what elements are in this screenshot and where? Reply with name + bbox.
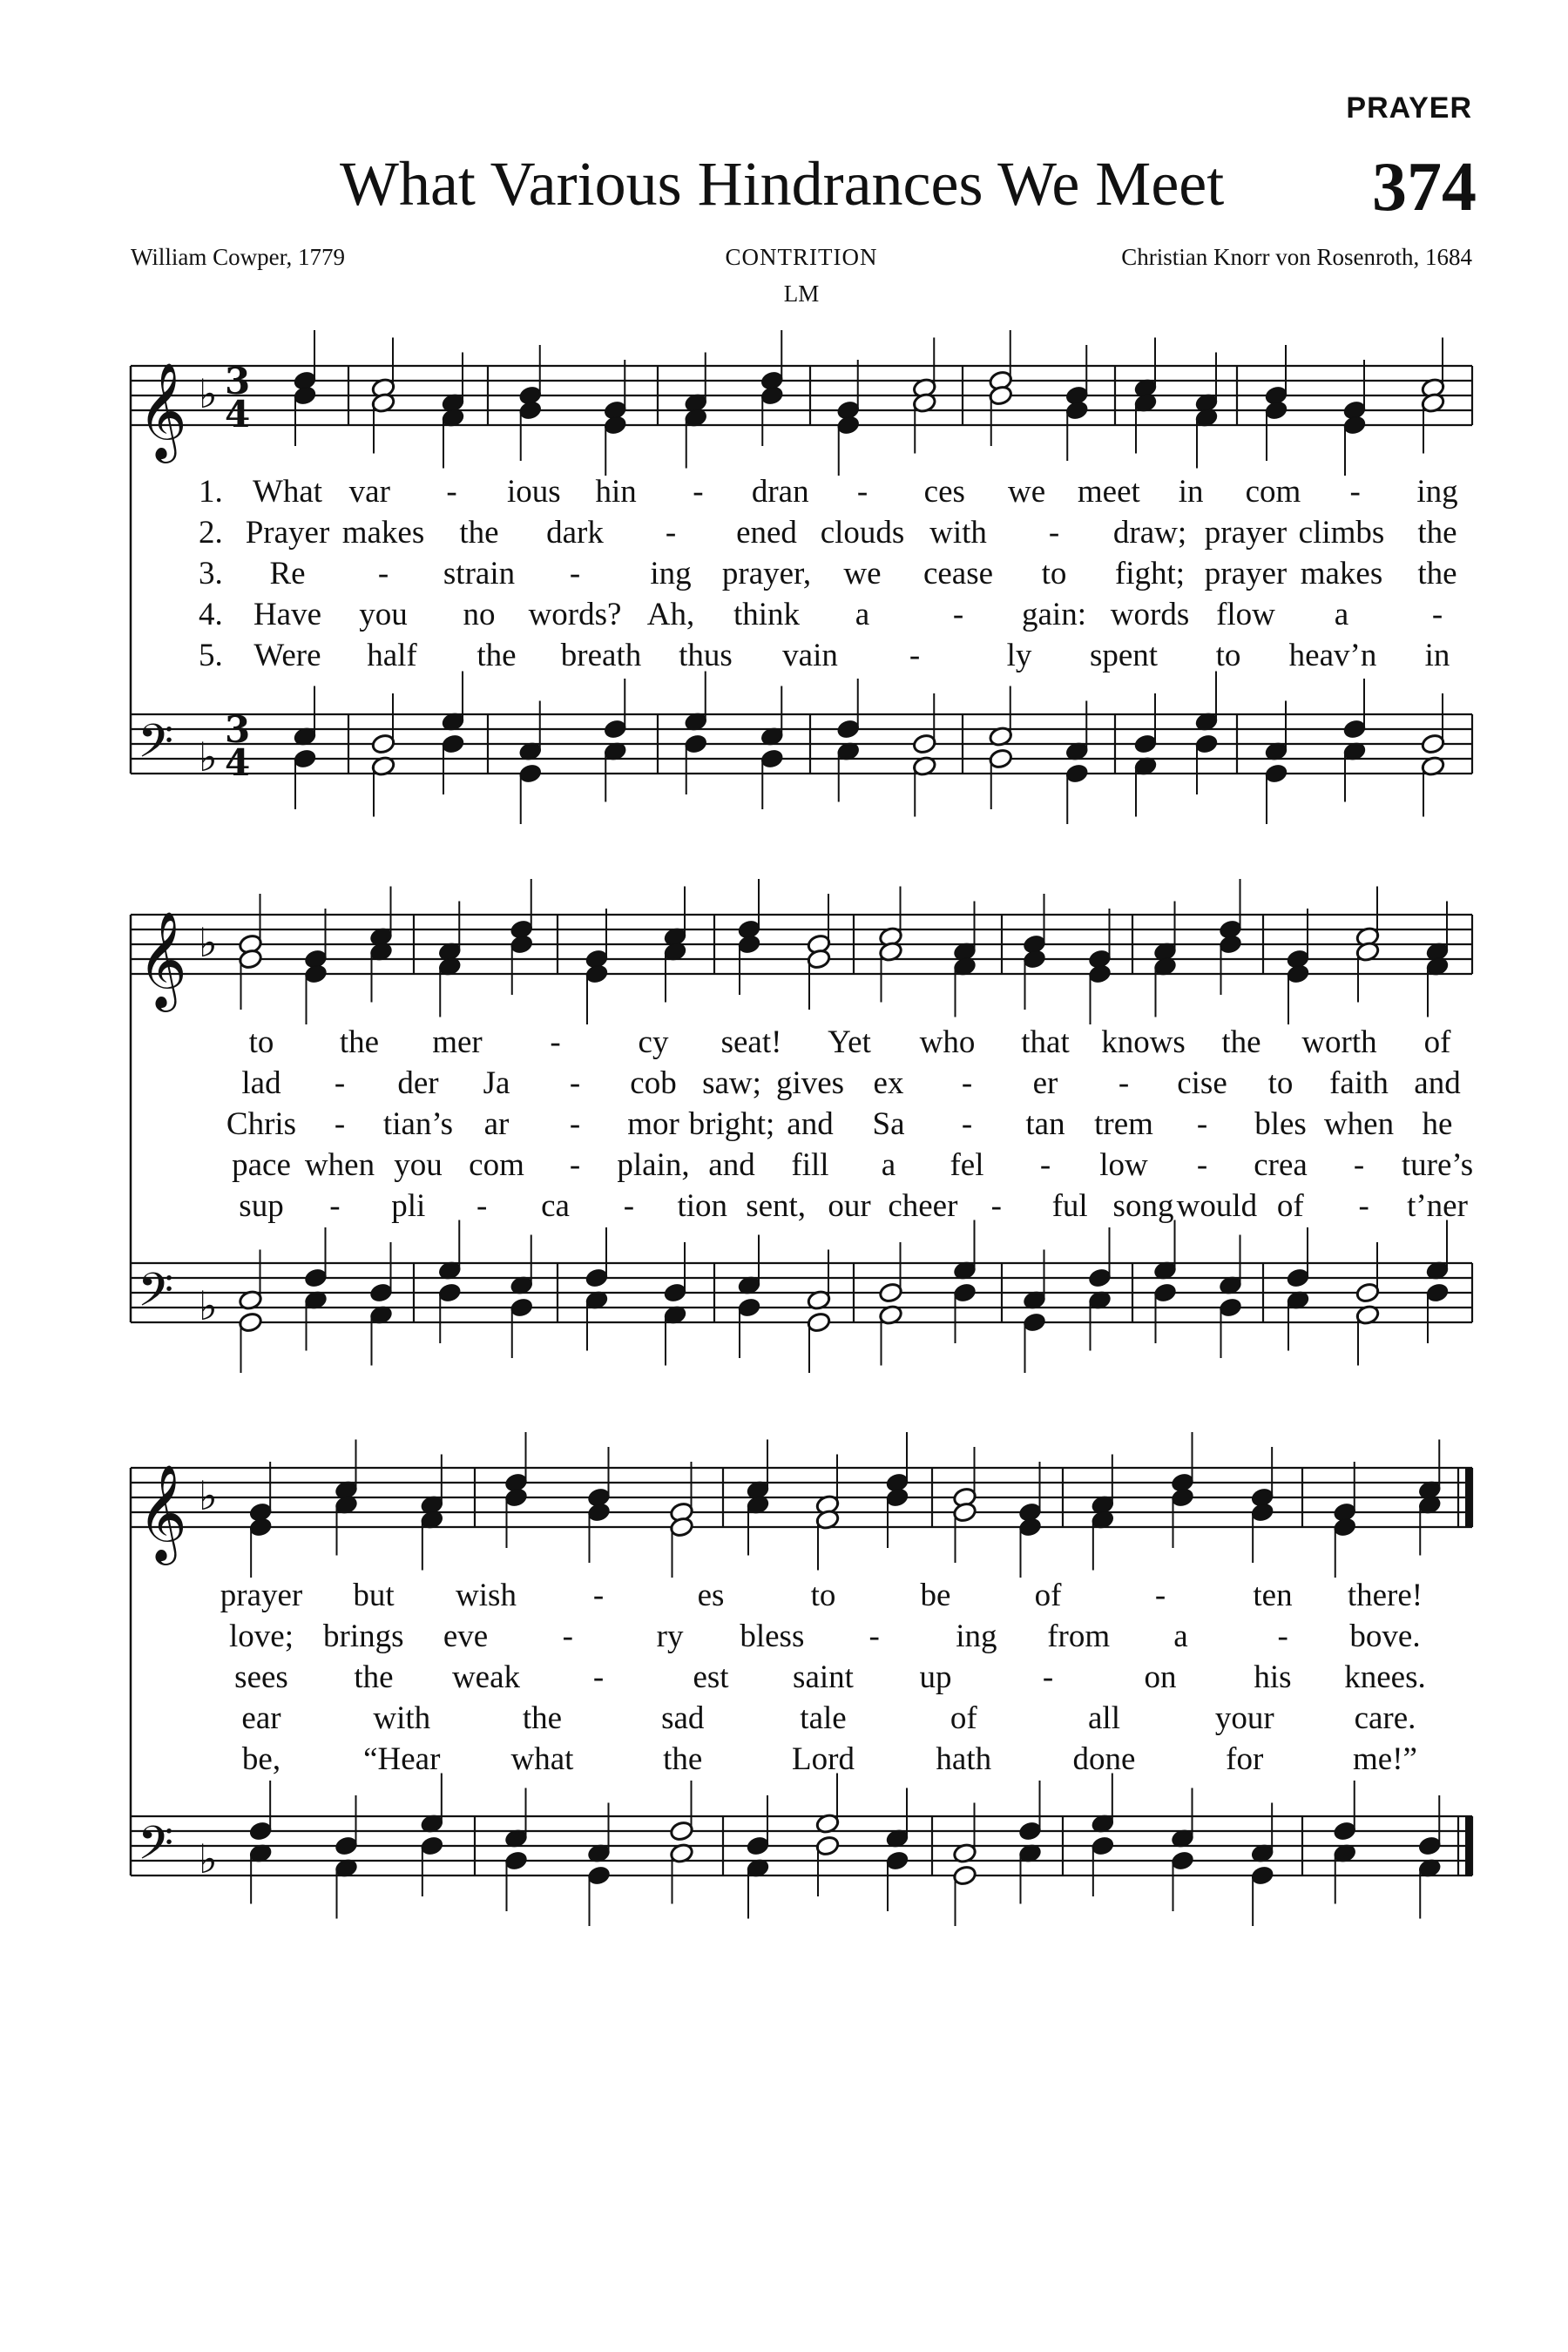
lyric-syllable: prayer	[220, 1578, 303, 1613]
lyric-syllable: -	[1048, 515, 1060, 551]
lyric-syllable: fel	[950, 1147, 984, 1183]
key-signature-flat-icon: ♭	[199, 1472, 218, 1519]
lyric-syllable: song	[1112, 1188, 1174, 1224]
lyric-syllable: bless	[740, 1619, 805, 1654]
lyric-syllable: var	[348, 474, 390, 510]
lyric-syllable: cy	[638, 1024, 669, 1060]
lyric-syllable: the	[1417, 515, 1457, 551]
lyric-syllable: -	[1042, 1659, 1054, 1695]
verse-number: 5.	[199, 638, 223, 673]
lyric-syllable: “Hear	[363, 1741, 441, 1777]
lyric-syllable: pace	[232, 1147, 291, 1183]
treble-clef-icon: 𝄞	[138, 362, 187, 459]
lyric-syllable: com	[1245, 474, 1301, 510]
lyric-syllable: he	[1422, 1106, 1453, 1142]
lyric-syllable: thus	[679, 638, 733, 673]
lyric-syllable: weak	[451, 1659, 521, 1695]
lyric-syllable: heav’n	[1288, 638, 1377, 673]
lyric-syllable: -	[592, 1578, 605, 1613]
lyric-syllable: -	[1118, 1065, 1130, 1101]
lyric-syllable: trem	[1094, 1106, 1153, 1142]
lyric-syllable: to	[1215, 638, 1241, 673]
lyric-syllable: ious	[507, 474, 561, 510]
lyric-syllable: gives	[775, 1065, 845, 1101]
lyric-syllable: the	[1417, 556, 1457, 591]
lyric-syllable: -	[1154, 1578, 1166, 1613]
verse-number: 4.	[199, 597, 223, 632]
lyric-syllable: -	[334, 1065, 346, 1101]
lyric-syllable: plain,	[617, 1147, 690, 1183]
lyric-syllable: ex	[873, 1065, 904, 1101]
lyric-syllable: his	[1254, 1659, 1292, 1695]
lyric-syllable: cise	[1177, 1065, 1227, 1101]
lyric-syllable: bright;	[688, 1106, 775, 1142]
lyric-syllable: in	[1178, 474, 1204, 510]
lyric-syllable: eve	[443, 1619, 489, 1654]
lyric-syllable: low	[1099, 1147, 1148, 1183]
lyric-syllable: ly	[1006, 638, 1032, 673]
lyric-syllable: -	[665, 515, 677, 551]
final-barline	[1465, 1816, 1472, 1876]
composer: Christian Knorr von Rosenroth, 1684	[1121, 244, 1472, 270]
lyric-syllable: of	[1276, 1188, 1304, 1224]
lyric-syllable: -	[1039, 1147, 1051, 1183]
lyric-syllable: sad	[661, 1700, 705, 1736]
lyric-syllable: prayer	[1204, 556, 1288, 591]
key-signature-flat-icon: ♭	[199, 370, 218, 417]
lyric-syllable: makes	[1300, 556, 1383, 591]
lyric-syllable: to	[1041, 556, 1067, 591]
lyric-syllable: care.	[1354, 1700, 1416, 1736]
lyric-syllable: with	[929, 515, 987, 551]
lyric-syllable: a	[855, 597, 870, 632]
hymn-number: 374	[1372, 149, 1477, 226]
verse-number: 3.	[199, 556, 223, 591]
lyric-syllable: -	[334, 1106, 346, 1142]
lyric-syllable: to	[1267, 1065, 1294, 1101]
lyric-syllable: -	[952, 597, 964, 632]
lyric-syllable: -	[592, 1659, 605, 1695]
lyric-syllable: gain:	[1022, 597, 1086, 632]
lyric-syllable: mor	[627, 1106, 679, 1142]
lyric-syllable: ing	[1416, 474, 1458, 510]
lyric-syllable: -	[1277, 1619, 1288, 1654]
lyric-syllable: and	[1414, 1065, 1461, 1101]
lyric-syllable: -	[961, 1065, 973, 1101]
tune-name: CONTRITION	[725, 244, 878, 270]
lyric-syllable: -	[961, 1106, 973, 1142]
lyric-syllable: brings	[323, 1619, 404, 1654]
lyric-syllable: be	[920, 1578, 951, 1613]
lyric-syllable: a	[1173, 1619, 1188, 1654]
lyric-syllable: ca	[541, 1188, 570, 1224]
lyric-syllable: meet	[1077, 474, 1140, 510]
lyric-syllable: -	[868, 1619, 880, 1654]
lyric-syllable: saint	[793, 1659, 854, 1695]
hymn-title: What Various Hindrances We Meet	[340, 149, 1225, 219]
lyric-syllable: fight;	[1114, 556, 1186, 591]
lyric-syllable: Yet	[828, 1024, 871, 1060]
lyric-syllable: for	[1226, 1741, 1264, 1777]
lyric-syllable: -	[856, 474, 868, 510]
lyric-syllable: climbs	[1298, 515, 1385, 551]
treble-clef-icon: 𝄞	[138, 910, 187, 1008]
lyric-syllable: to	[248, 1024, 274, 1060]
lyric-syllable: words	[1110, 597, 1190, 632]
lyric-syllable: the	[339, 1024, 380, 1060]
treble-clef-icon: 𝄞	[138, 1463, 187, 1561]
text-author: William Cowper, 1779	[131, 244, 346, 270]
lyric-syllable: a	[1334, 597, 1349, 632]
lyric-syllable: think	[733, 597, 801, 632]
bass-clef-icon: 𝄢	[138, 1817, 174, 1882]
time-signature-bottom: 4	[225, 741, 251, 784]
lyric-syllable: what	[510, 1741, 574, 1777]
lyric-syllable: the	[476, 638, 517, 673]
lyric-syllable: when	[304, 1147, 375, 1183]
lyric-syllable: -	[550, 1024, 561, 1060]
lyric-syllable: in	[1424, 638, 1450, 673]
lyric-syllable: -	[909, 638, 921, 673]
lyric-syllable: -	[476, 1188, 488, 1224]
lyric-syllable: tale	[800, 1700, 847, 1736]
lyric-syllable: com	[469, 1147, 524, 1183]
lyric-syllable: -	[446, 474, 457, 510]
lyric-syllable: -	[1353, 1147, 1365, 1183]
lyric-syllable: saw;	[702, 1065, 761, 1101]
lyric-syllable: pli	[391, 1188, 426, 1224]
lyric-syllable: hin	[595, 474, 637, 510]
time-signature-bottom: 4	[225, 393, 251, 436]
lyric-syllable: of	[1423, 1024, 1451, 1060]
key-signature-flat-icon: ♭	[199, 1835, 218, 1882]
lyric-syllable: What	[252, 474, 323, 510]
lyric-syllable: crea	[1254, 1147, 1308, 1183]
lyric-syllable: wish	[456, 1578, 517, 1613]
lyric-syllable: Ja	[483, 1065, 510, 1101]
lyric-syllable: ful	[1051, 1188, 1088, 1224]
lyric-syllable: der	[397, 1065, 439, 1101]
lyric-syllable: est	[693, 1659, 729, 1695]
lyric-syllable: Ah,	[646, 597, 695, 632]
lyric-syllable: be,	[241, 1741, 281, 1777]
lyric-syllable: half	[367, 638, 417, 673]
lyric-syllable: with	[373, 1700, 431, 1736]
lyric-syllable: your	[1214, 1700, 1274, 1736]
lyric-syllable: and	[708, 1147, 755, 1183]
lyric-syllable: -	[1196, 1147, 1208, 1183]
lyric-syllable: sup	[239, 1188, 284, 1224]
lyric-syllable: the	[354, 1659, 394, 1695]
lyric-syllable: Lord	[792, 1741, 855, 1777]
lyric-syllable: -	[562, 1619, 573, 1654]
meter: LM	[783, 280, 820, 307]
bass-clef-icon: 𝄢	[138, 1264, 174, 1328]
lyric-syllable: -	[569, 1147, 581, 1183]
lyric-syllable: the	[459, 515, 499, 551]
lyric-syllable: on	[1144, 1659, 1177, 1695]
lyric-syllable: hath	[936, 1741, 992, 1777]
lyric-syllable: knees.	[1344, 1659, 1426, 1695]
lyric-syllable: no	[463, 597, 496, 632]
lyric-syllable: when	[1323, 1106, 1395, 1142]
lyric-syllable: would	[1176, 1188, 1258, 1224]
lyric-syllable: ing	[650, 556, 692, 591]
lyric-syllable: tian’s	[382, 1106, 454, 1142]
lyric-syllable: -	[990, 1188, 1002, 1224]
lyric-syllable: seat!	[720, 1024, 782, 1060]
final-barline	[1465, 1468, 1472, 1527]
lyric-syllable: a	[881, 1147, 896, 1183]
lyric-syllable: ened	[736, 515, 797, 551]
lyric-syllable: bove.	[1349, 1619, 1421, 1654]
lyric-syllable: ear	[241, 1700, 281, 1736]
lyric-syllable: we	[1007, 474, 1046, 510]
lyric-syllable: me!”	[1353, 1741, 1417, 1777]
lyric-syllable: sees	[234, 1659, 288, 1695]
bass-clef-icon: 𝄢	[138, 715, 174, 780]
lyric-syllable: done	[1072, 1741, 1136, 1777]
lyric-syllable: ces	[923, 474, 965, 510]
lyric-syllable: the	[1221, 1024, 1261, 1060]
lyric-syllable: Were	[253, 638, 321, 673]
lyric-syllable: dark	[546, 515, 604, 551]
lyric-syllable: cease	[923, 556, 994, 591]
lyric-syllable: but	[353, 1578, 395, 1613]
lyric-syllable: Have	[253, 597, 322, 632]
section-label: PRAYER	[1346, 91, 1472, 125]
lyric-syllable: vain	[782, 638, 838, 673]
lyric-syllable: prayer	[1204, 515, 1288, 551]
lyric-syllable: -	[569, 1106, 581, 1142]
lyric-syllable: there!	[1347, 1578, 1423, 1613]
lyric-syllable: of	[950, 1700, 977, 1736]
lyric-syllable: ten	[1253, 1578, 1293, 1613]
lyric-syllable: breath	[560, 638, 642, 673]
lyric-syllable: t’ner	[1407, 1188, 1468, 1224]
lyric-syllable: es	[697, 1578, 725, 1613]
key-signature-flat-icon: ♭	[199, 733, 218, 781]
lyric-syllable: -	[329, 1188, 341, 1224]
lyric-syllable: -	[1358, 1188, 1369, 1224]
lyric-syllable: lad	[241, 1065, 281, 1101]
lyric-syllable: you	[394, 1147, 443, 1183]
lyric-syllable: faith	[1329, 1065, 1389, 1101]
lyric-syllable: strain	[443, 556, 516, 591]
lyric-syllable: tan	[1025, 1106, 1065, 1142]
lyric-syllable: -	[377, 556, 389, 591]
lyric-syllable: cheer	[888, 1188, 958, 1224]
lyric-syllable: love;	[229, 1619, 294, 1654]
lyric-syllable: fill	[791, 1147, 829, 1183]
lyric-syllable: cob	[630, 1065, 677, 1101]
lyric-syllable: and	[787, 1106, 834, 1142]
time-signature-top: 3	[225, 360, 251, 402]
lyric-syllable: Sa	[872, 1106, 905, 1142]
lyric-syllable: sent,	[746, 1188, 807, 1224]
lyric-syllable: er	[1032, 1065, 1058, 1101]
lyric-syllable: Re	[269, 556, 306, 591]
lyric-syllable: our	[828, 1188, 871, 1224]
lyric-syllable: spent	[1089, 638, 1159, 673]
lyric-syllable: you	[359, 597, 408, 632]
lyric-syllable: tion	[677, 1188, 728, 1224]
lyric-syllable: up	[919, 1659, 952, 1695]
lyric-syllable: words?	[528, 597, 622, 632]
lyric-syllable: -	[693, 474, 704, 510]
lyric-syllable: worth	[1301, 1024, 1377, 1060]
lyric-syllable: -	[569, 556, 581, 591]
lyric-syllable: to	[810, 1578, 836, 1613]
lyric-syllable: we	[843, 556, 882, 591]
lyric-syllable: ar	[483, 1106, 510, 1142]
lyric-syllable: prayer,	[721, 556, 812, 591]
lyric-syllable: that	[1021, 1024, 1070, 1060]
lyric-syllable: of	[1034, 1578, 1062, 1613]
lyric-syllable: dran	[751, 474, 809, 510]
lyric-syllable: flow	[1216, 597, 1275, 632]
lyric-syllable: Prayer	[245, 515, 330, 551]
key-signature-flat-icon: ♭	[199, 919, 218, 966]
lyric-syllable: ry	[656, 1619, 684, 1654]
lyric-syllable: draw;	[1112, 515, 1187, 551]
lyric-syllable: -	[1431, 597, 1443, 632]
lyric-syllable: ing	[956, 1619, 997, 1654]
lyric-syllable: all	[1088, 1700, 1120, 1736]
lyric-syllable: from	[1047, 1619, 1111, 1654]
lyric-syllable: makes	[341, 515, 425, 551]
lyric-syllable: -	[1349, 474, 1361, 510]
lyric-syllable: -	[1196, 1106, 1208, 1142]
lyric-syllable: -	[623, 1188, 635, 1224]
lyric-syllable: -	[569, 1065, 581, 1101]
lyric-syllable: bles	[1254, 1106, 1307, 1142]
lyric-syllable: ture’s	[1401, 1147, 1474, 1183]
time-signature-top: 3	[225, 708, 251, 751]
lyric-syllable: the	[663, 1741, 703, 1777]
lyric-syllable: Chris	[226, 1106, 297, 1142]
lyric-syllable: who	[919, 1024, 976, 1060]
verse-number: 2.	[199, 515, 223, 551]
lyric-syllable: knows	[1101, 1024, 1186, 1060]
verse-number: 1.	[199, 474, 223, 510]
lyric-syllable: clouds	[820, 515, 905, 551]
lyric-syllable: the	[522, 1700, 563, 1736]
key-signature-flat-icon: ♭	[199, 1282, 218, 1329]
lyric-syllable: mer	[432, 1024, 483, 1060]
